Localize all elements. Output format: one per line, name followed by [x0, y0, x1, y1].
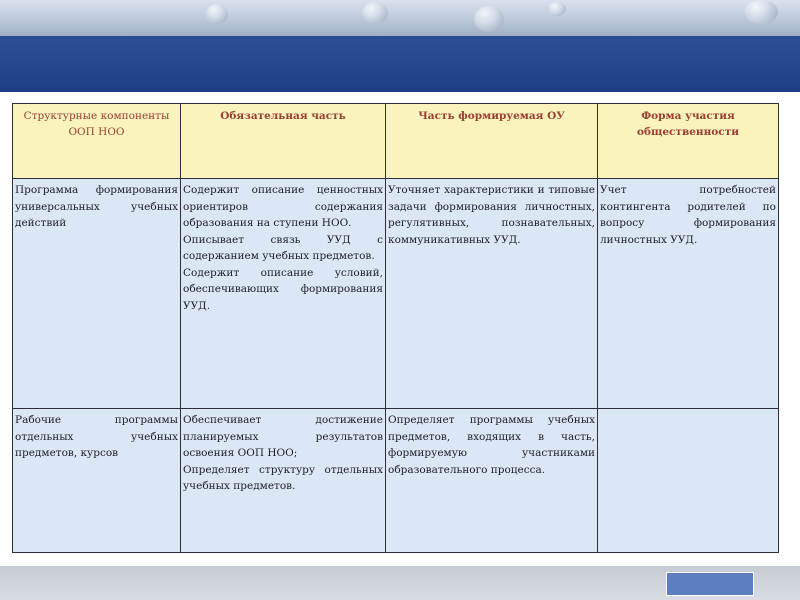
header-cell-public-participation: Форма участия общественности	[598, 104, 779, 179]
cell-text: Программа формирования универсальных учебных действий	[15, 184, 178, 229]
header-cell-school-part: Часть формируемая ОУ	[386, 104, 598, 179]
cell-text: Уточняет характеристики и типовые задачи формирования личностных, регулятивных, познавательных, коммуникативных УУД.	[388, 184, 595, 246]
table-cell	[13, 409, 181, 553]
header-cell-mandatory-part: Обязательная часть	[181, 104, 386, 179]
title-bar-band	[0, 36, 800, 92]
water-drop-decoration	[474, 6, 504, 32]
water-drop-decoration	[744, 0, 778, 24]
water-drop-decoration	[548, 2, 566, 16]
table-cell	[598, 179, 779, 409]
table-row	[13, 409, 779, 553]
table-header-row	[13, 104, 779, 179]
cell-text: Учет потребностей контингента родителей по вопросу формирования личностных УУД.	[600, 184, 776, 246]
table-cell	[13, 179, 181, 409]
header-background	[0, 0, 800, 36]
cell-text: Рабочие программы отдельных учебных предметов, курсов	[15, 414, 178, 459]
cell-text: Определяет программы учебных предметов, входящих в часть, формируемую участниками образовательного процесса.	[388, 414, 595, 476]
components-table	[12, 103, 779, 553]
table-cell	[181, 179, 386, 409]
footer-button[interactable]	[666, 572, 754, 596]
water-drop-decoration	[206, 4, 228, 24]
header-cell-components: Структурные компоненты ООП НОО	[13, 104, 181, 179]
cell-text: Содержит описание ценностных ориентиров содержания образования на ступени НОО. Описывает связь УУД с содержанием учебных предметов. Содержит описание условий, обеспечивающих формирования УУД.	[183, 184, 383, 312]
table-cell	[386, 409, 598, 553]
table-row	[13, 179, 779, 409]
cell-text: Обеспечивает достижение планируемых результатов освоения ООП НОО; Определяет структуру отдельных учебных предметов.	[183, 414, 383, 492]
table-cell	[386, 179, 598, 409]
water-drop-decoration	[362, 2, 388, 24]
table-cell	[598, 409, 779, 553]
table-cell	[181, 409, 386, 553]
